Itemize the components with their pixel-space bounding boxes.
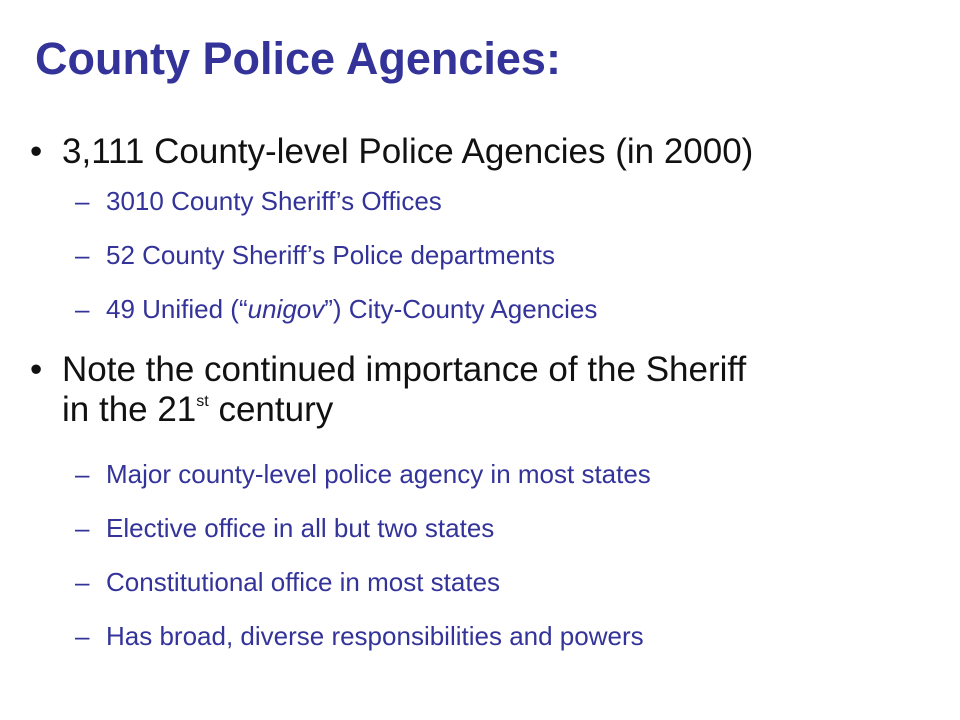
sub-item-text: Constitutional office in most states bbox=[106, 567, 501, 597]
sub-item-text bbox=[106, 294, 597, 324]
sub-item-text: Has broad, diverse responsibilities and powers bbox=[106, 621, 644, 651]
bullet-text bbox=[62, 350, 932, 430]
bullet-icon: • bbox=[30, 350, 43, 389]
dash-icon: – bbox=[75, 294, 90, 324]
dash-icon: – bbox=[75, 567, 90, 597]
ordinal-superscript: st bbox=[196, 393, 209, 410]
dash-icon: – bbox=[75, 621, 90, 651]
bullet-text-line1: Note the continued importance of the Sheriff bbox=[62, 350, 747, 389]
unigov-term: unigov bbox=[247, 294, 325, 324]
dash-icon: – bbox=[75, 186, 90, 216]
bullet-text-line2-before: in the 21 bbox=[62, 390, 197, 429]
dash-icon: – bbox=[75, 459, 90, 489]
bullet-icon: • bbox=[30, 132, 43, 171]
bullet-text-line2-after: century bbox=[208, 390, 334, 429]
bullet-text: 3,111 County-level Police Agencies (in 2000) bbox=[62, 132, 754, 171]
dash-icon: – bbox=[75, 513, 90, 543]
sub-item-text: Major county-level police agency in most states bbox=[106, 459, 651, 489]
sub-item-text: 3010 County Sheriff’s Offices bbox=[106, 186, 442, 216]
slide-title: County Police Agencies: bbox=[35, 33, 561, 84]
sub-item-text-after: ”) City-County Agencies bbox=[324, 294, 598, 324]
sub-item-text-before: 49 Unified (“ bbox=[106, 294, 248, 324]
sub-item-text: 52 County Sheriff’s Police departments bbox=[106, 240, 555, 270]
sub-item-text: Elective office in all but two states bbox=[106, 513, 495, 543]
dash-icon: – bbox=[75, 240, 90, 270]
